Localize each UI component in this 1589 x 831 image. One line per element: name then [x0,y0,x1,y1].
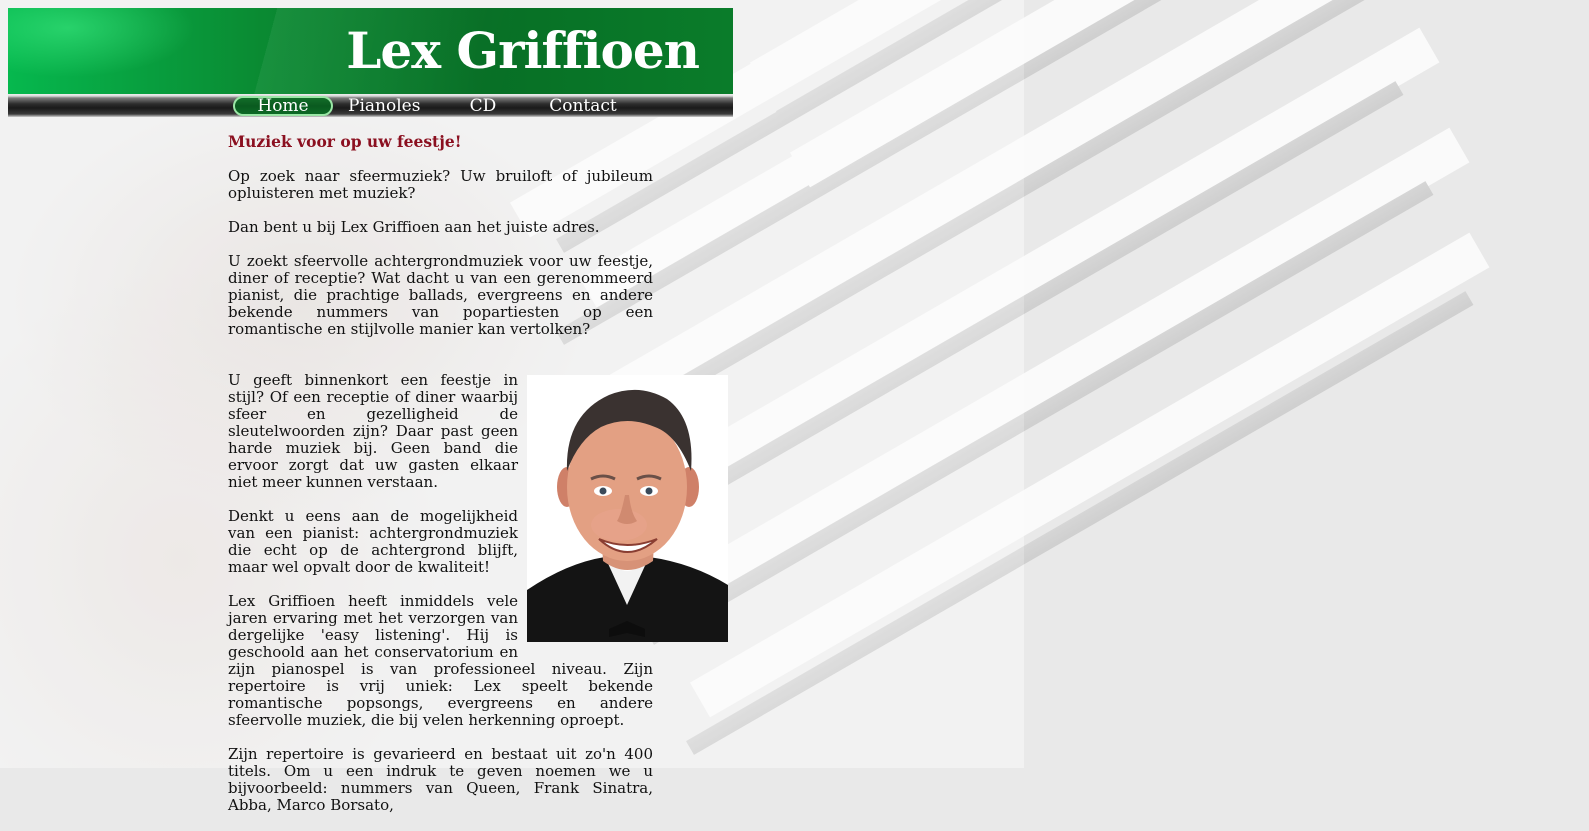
intro-paragraph-3: U zoekt sfeervolle achtergrondmuziek voor uw feestje, diner of receptie? Wat dacht u van een gerenommeerd pianist, die prachtige ballads, evergreens en andere bekende nummers van popartiesten op een romantische en stijlvolle manier kan vertolken? [228,252,653,338]
site-header [8,8,733,94]
pianist-photo-icon [527,375,728,642]
main-nav [8,94,733,117]
body-paragraph-2: Denkt u eens aan de mogelijkheid van een pianist: achtergrondmuziek die echt op de achtergrond blijft, maar wel opvalt door de kwaliteit! [228,507,518,576]
main-content [228,132,653,831]
header-shine [8,8,208,94]
page-heading: Muziek voor op uw feestje! [228,132,462,151]
nav-item-cd[interactable]: CD [469,96,497,116]
nav-item-contact[interactable]: Contact [549,96,617,116]
body-paragraph-4: Zijn repertoire is gevarieerd en bestaat uit zo'n 400 titels. Om u een indruk te geven noemen we u bijvoorbeeld: nummers van Queen, Frank Sinatra, Abba, Marco Borsato, [228,745,653,814]
nav-item-home[interactable]: Home [233,96,333,116]
site-title: Lex Griffioen [346,21,699,80]
body-paragraph-3: Lex Griffioen heeft inmiddels vele jaren ervaring met het verzorgen van dergelijke 'easy listening'. Hij is geschoold aan het conservatorium en zijn pianospel is van professioneel niveau. Zijn repertoire is vrij uniek: Lex speelt bekende romantische popsongs, evergreens en andere sfeervolle muziek, die bij velen herkenning oproept. [228,592,653,729]
pianist-portrait [527,375,728,642]
nav-item-pianoles[interactable]: Pianoles [348,96,421,116]
body-paragraph-1: U geeft binnenkort een feestje in stijl? Of een receptie of diner waarbij sfeer en gezelligheid de sleutelwoorden zijn? Daar past geen harde muziek bij. Geen band die ervoor zorgt dat uw gasten elkaar niet meer kunnen verstaan. [228,371,518,491]
intro-paragraph-1: Op zoek naar sfeermuziek? Uw bruiloft of jubileum opluisteren met muziek? [228,167,653,202]
intro-paragraph-2: Dan bent u bij Lex Griffioen aan het juiste adres. [228,218,600,236]
